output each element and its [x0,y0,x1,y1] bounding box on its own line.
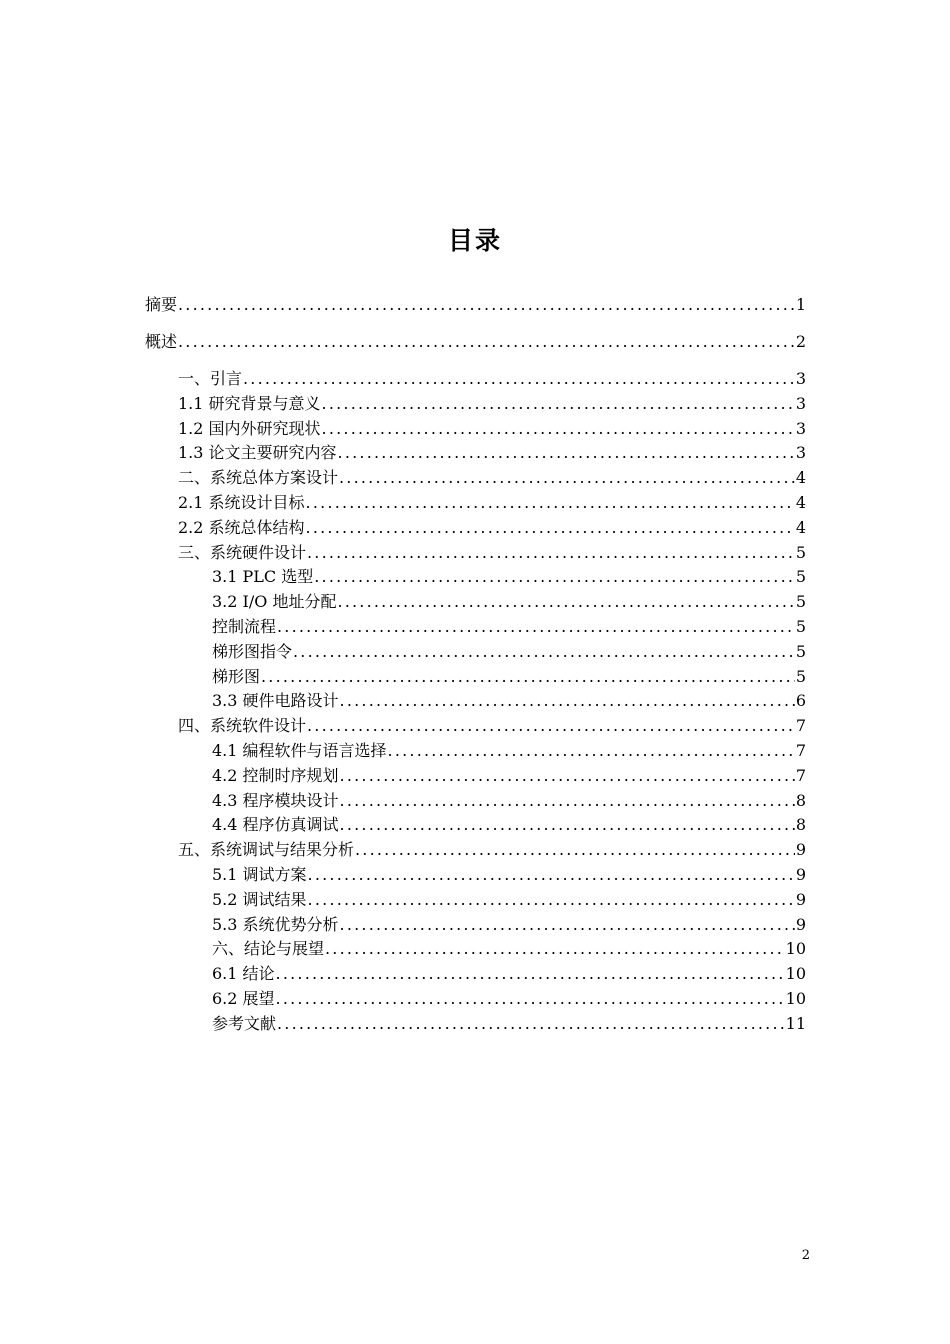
toc-entry-page: 10 [785,964,806,984]
toc-entry[interactable] [212,664,806,689]
toc-dot-leader [340,912,795,937]
toc-dot-leader [308,887,795,912]
toc-entry-page: 3 [795,443,806,463]
toc-dot-leader [276,986,785,1011]
toc-entry-page: 9 [795,865,806,884]
toc-entry-label: 五、系统调试与结果分析 [178,840,355,860]
toc-dot-leader [277,1011,785,1036]
toc-entry-page: 3 [795,369,806,388]
toc-dot-leader [276,961,785,986]
toc-entry-label: 6.2 展望 [212,989,275,1008]
toc-entry-page: 9 [795,889,806,909]
toc-entry-label: 5.2 调试结果 [212,889,307,909]
toc-entry[interactable] [212,912,806,937]
toc-entry-page: 7 [795,716,806,736]
toc-entry-label: 6.1 结论 [212,964,275,984]
toc-entry[interactable] [212,1011,806,1036]
toc-entry[interactable] [212,788,806,813]
toc-dot-leader [388,738,795,763]
toc-entry-label: 摘要 [145,295,178,314]
toc-dot-leader [340,812,795,837]
toc-entry-page: 7 [795,741,806,760]
toc-dot-leader [338,440,795,465]
toc-entry[interactable] [212,862,806,887]
toc-entry[interactable] [178,391,806,416]
toc-entry[interactable] [212,961,806,986]
toc-entry[interactable] [145,292,806,317]
toc-entry[interactable] [178,416,806,441]
toc-entry-label: 概述 [145,332,178,351]
toc-entry[interactable] [212,887,806,912]
toc-entry[interactable] [212,589,806,614]
toc-entry-label: 1.1 研究背景与意义 [178,393,321,413]
toc-entry-label: 4.2 控制时序规划 [212,765,339,785]
toc-entry-page: 9 [795,840,806,860]
toc-entry-page: 10 [785,989,806,1008]
toc-entry-page: 3 [795,393,806,413]
toc-entry-page: 4 [795,493,806,512]
toc-entry-label: 参考文献 [212,1013,277,1033]
toc-entry-label: 三、系统硬件设计 [178,542,307,562]
toc-dot-leader [339,465,795,490]
toc-dot-leader [308,862,795,887]
toc-entry[interactable] [212,763,806,788]
toc-entry[interactable] [212,688,806,713]
toc-entry-label: 3.1 PLC 选型 [212,567,314,587]
toc-entry-page: 9 [795,914,806,934]
toc-entry-page: 4 [795,517,806,537]
toc-dot-leader [306,490,795,515]
toc-entry[interactable] [212,614,806,639]
toc-entry-page: 5 [795,641,806,661]
toc-entry-page: 6 [795,691,806,711]
page-number: 2 [801,1248,810,1263]
toc-entry-page: 5 [795,592,806,612]
toc-entry[interactable] [212,812,806,837]
toc-entry-page: 2 [795,332,806,351]
toc-entry-page: 8 [795,790,806,810]
toc-entry-page: 4 [795,468,806,488]
toc-dot-leader [314,564,795,589]
toc-dot-leader [322,391,795,416]
toc-entry-label: 5.1 调试方案 [212,865,307,884]
toc-dot-leader [178,329,795,354]
toc-entry-page: 3 [795,418,806,438]
toc-entry-page: 5 [795,567,806,587]
toc-entry-label: 2.1 系统设计目标 [178,493,305,512]
toc-entry[interactable] [145,329,806,354]
toc-entry[interactable] [212,639,806,664]
toc-entry[interactable] [178,515,806,540]
toc-entry-label: 4.3 程序模块设计 [212,790,339,810]
page-title: 目录 [447,226,502,255]
toc-entry-page: 7 [795,765,806,785]
toc-entry-label: 梯形图 [212,666,261,686]
toc-entry[interactable] [178,837,806,862]
toc-entry-page: 5 [795,666,806,686]
toc-dot-leader [293,639,795,664]
toc-dot-leader [322,416,795,441]
toc-entry[interactable] [178,490,806,515]
toc-dot-leader [277,614,795,639]
toc-entry-label: 梯形图指令 [212,641,293,661]
toc-entry[interactable] [178,713,806,738]
toc-entry[interactable] [212,564,806,589]
toc-entry-page: 10 [785,939,806,959]
toc-dot-leader [307,540,795,565]
toc-entry-label: 二、系统总体方案设计 [178,468,339,488]
toc-entry-label: 5.3 系统优势分析 [212,914,339,934]
toc-entry[interactable] [212,986,806,1011]
toc-dot-leader [306,515,795,540]
toc-entry-label: 六、结论与展望 [212,939,325,959]
toc-entry-page: 5 [795,617,806,636]
toc-entry-page: 5 [795,542,806,562]
toc-entry-page: 8 [795,815,806,835]
toc-entry-label: 2.2 系统总体结构 [178,517,305,537]
toc-dot-leader [340,763,795,788]
toc-entry-label: 3.2 I/O 地址分配 [212,592,337,612]
toc-entry[interactable] [212,738,806,763]
toc-entry[interactable] [178,465,806,490]
toc-entry[interactable] [178,366,806,391]
toc-dot-leader [243,366,795,391]
toc-entry-label: 一、引言 [178,369,243,388]
toc-dot-leader [178,292,795,317]
toc-dot-leader [355,837,795,862]
toc-entry-label: 3.3 硬件电路设计 [212,691,339,711]
toc-entry-page: 11 [785,1013,806,1033]
toc-entry[interactable] [178,440,806,465]
toc-dot-leader [337,589,794,614]
toc-entry-label: 1.2 国内外研究现状 [178,418,321,438]
toc-entry[interactable] [178,540,806,565]
toc-entry-label: 控制流程 [212,617,277,636]
toc-dot-leader [340,788,795,813]
toc-entry-label: 1.3 论文主要研究内容 [178,443,337,463]
toc-entry-page: 1 [795,295,806,314]
toc-entry[interactable] [212,936,806,961]
toc-dot-leader [307,713,795,738]
toc-dot-leader [340,688,795,713]
toc-entry-label: 四、系统软件设计 [178,716,307,736]
toc-entry-label: 4.1 编程软件与语言选择 [212,741,387,760]
toc-dot-leader [261,664,795,689]
toc-entry-label: 4.4 程序仿真调试 [212,815,339,835]
toc-dot-leader [325,936,785,961]
